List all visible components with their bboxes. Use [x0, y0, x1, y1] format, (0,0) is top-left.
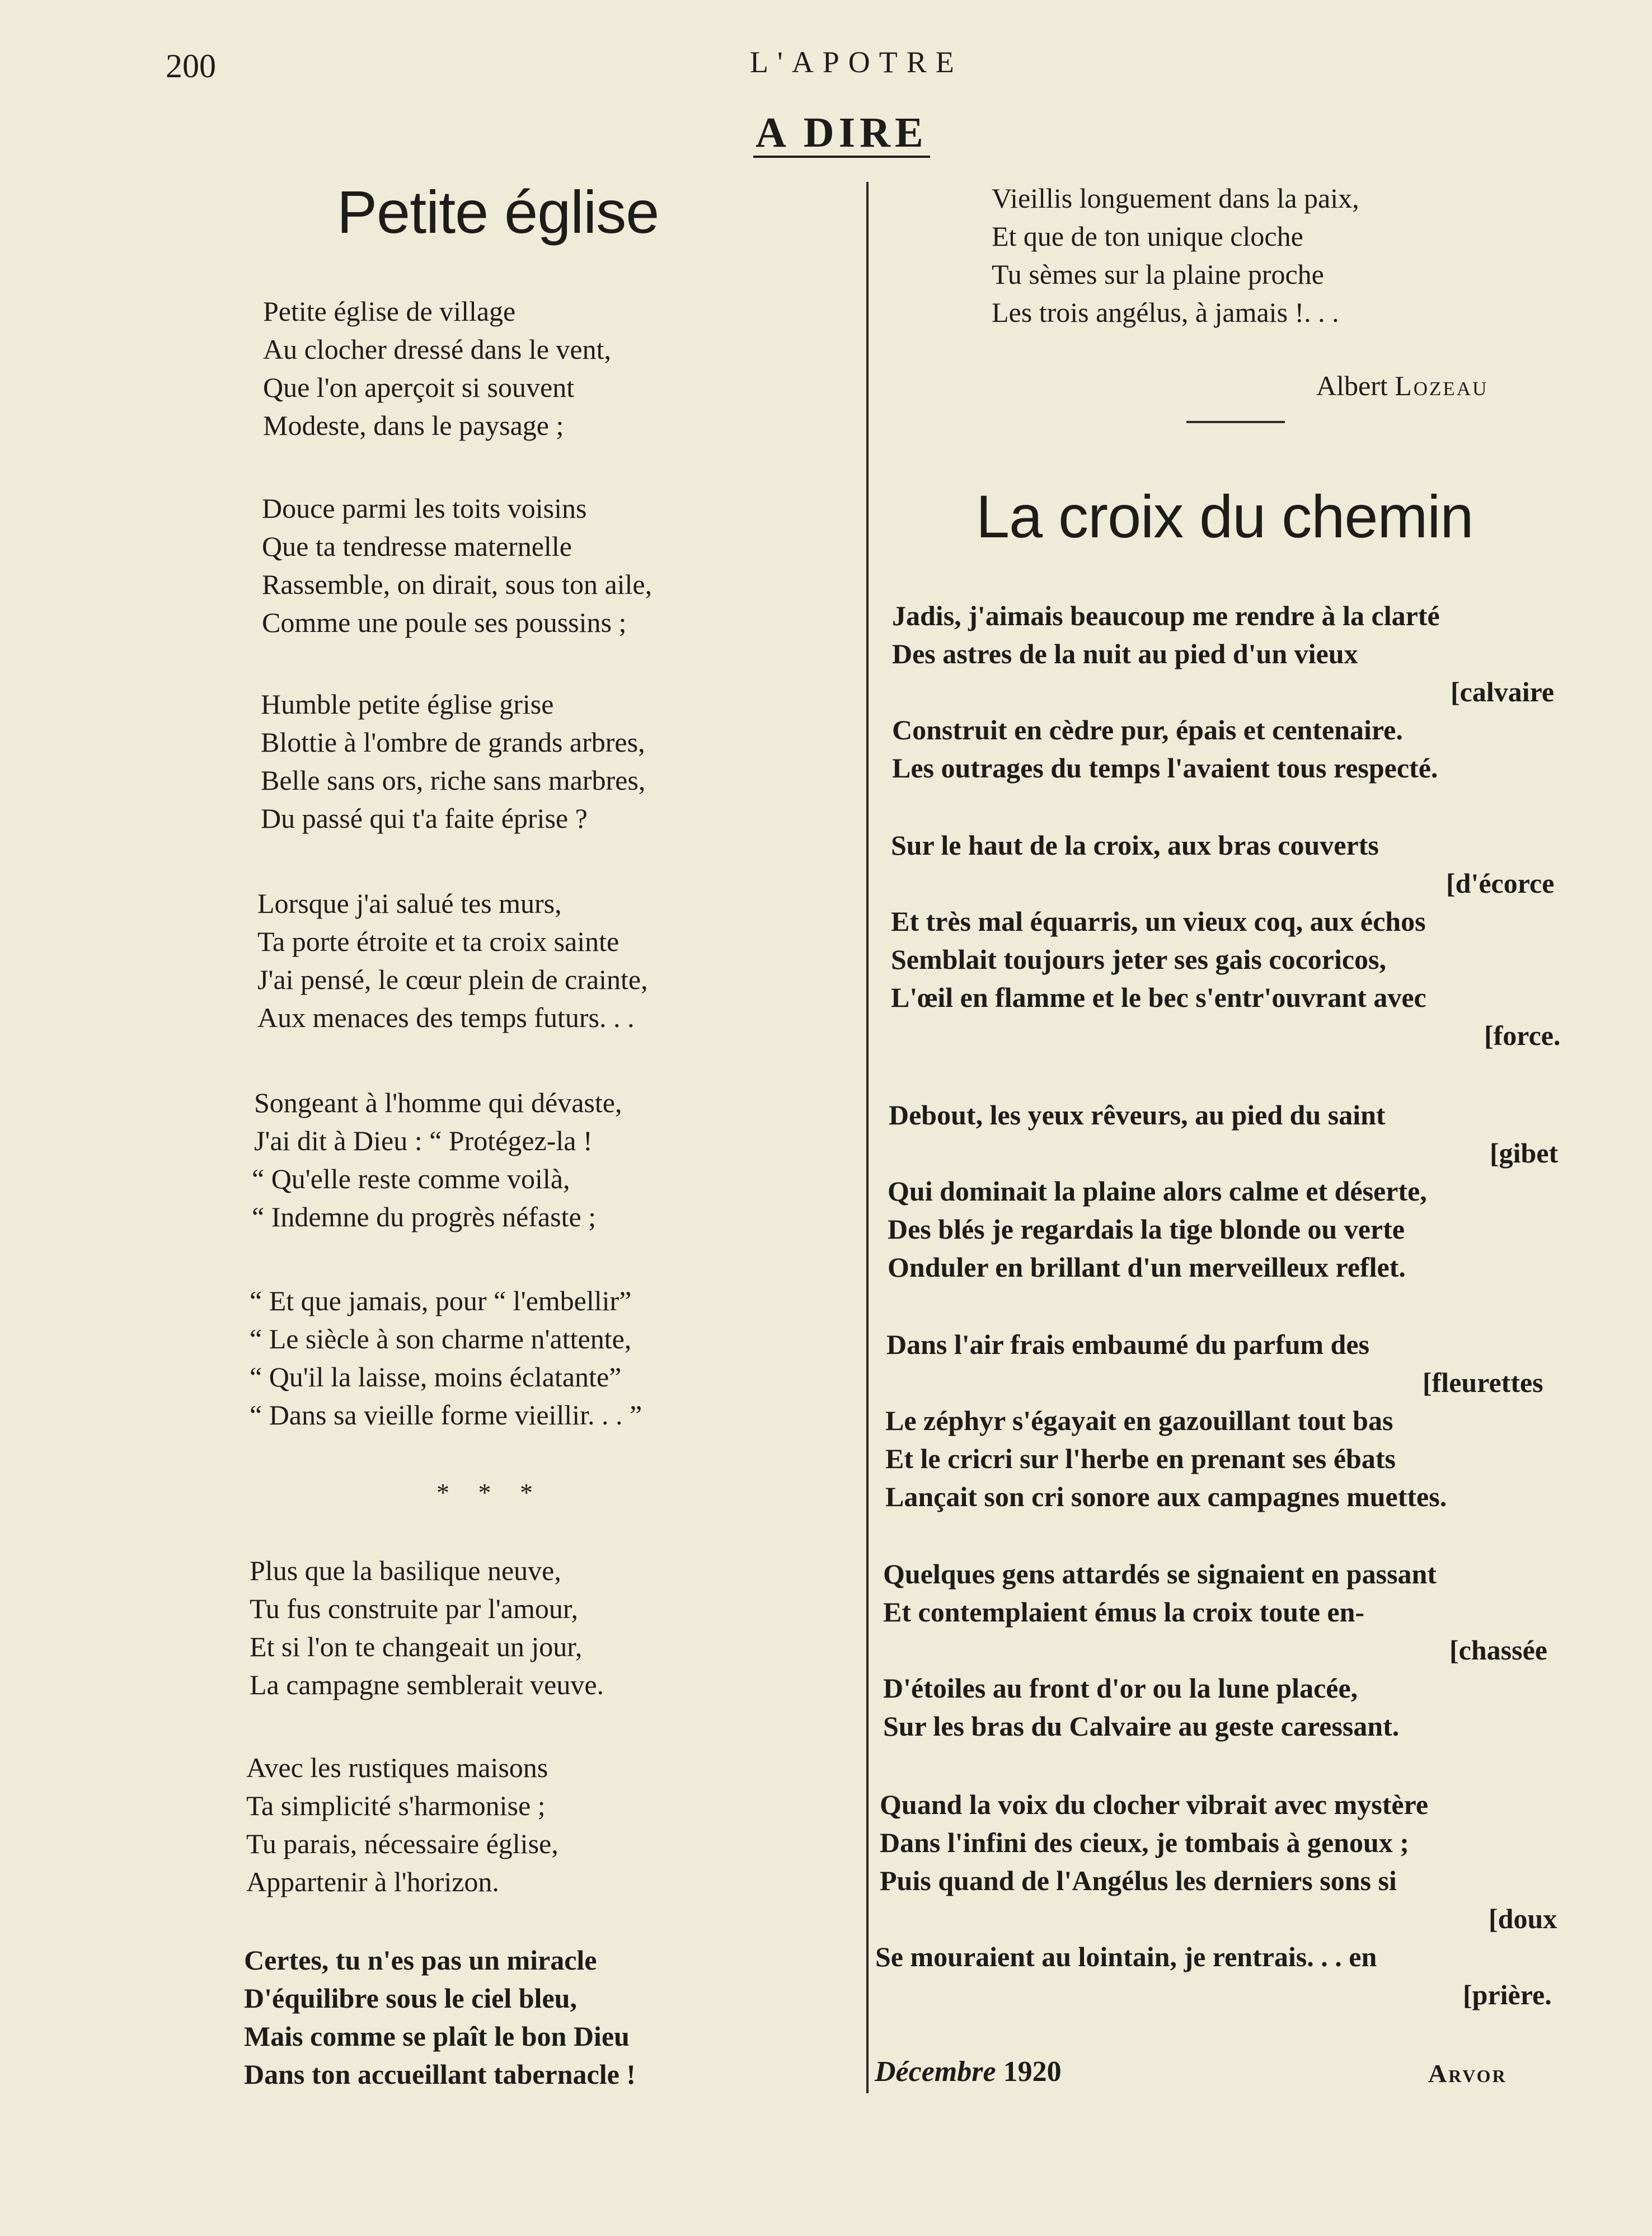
- poem-line: Jadis, j'aimais beaucoup me rendre à la clarté: [892, 600, 1440, 631]
- poem-line: Onduler en brillant d'un merveilleux reflet.: [888, 1251, 1406, 1283]
- poem-line: [force.: [1484, 1020, 1561, 1051]
- poem-line: La campagne semblerait veuve.: [250, 1669, 604, 1700]
- running-title: L'APOTRE: [750, 45, 963, 79]
- poem-line: Et contemplaient émus la croix toute en-: [883, 1596, 1365, 1628]
- poem-line: Que ta tendresse maternelle: [262, 531, 572, 562]
- column-divider: [866, 182, 869, 2093]
- separator-rule: [1186, 421, 1285, 423]
- poem-line: “ Qu'elle reste comme voilà,: [252, 1163, 570, 1194]
- poem-line: D'étoiles au front d'or ou la lune placée,: [883, 1672, 1358, 1704]
- poem-line: Songeant à l'homme qui dévaste,: [254, 1087, 622, 1118]
- poem-line: Quelques gens attardés se signaient en passant: [883, 1558, 1437, 1590]
- right-poem-title: La croix du chemin: [976, 482, 1473, 550]
- poem-line: Des blés je regardais la tige blonde ou verte: [888, 1213, 1405, 1245]
- poem-line: Blottie à l'ombre de grands arbres,: [261, 726, 645, 758]
- poem-line: [prière.: [1463, 1979, 1552, 2010]
- poem-line: Et très mal équarris, un vieux coq, aux échos: [891, 906, 1426, 937]
- poem-line: Humble petite église grise: [261, 688, 554, 720]
- poem-line: Tu fus construite par l'amour,: [250, 1593, 579, 1624]
- poem-line: Sur les bras du Calvaire au geste caressant.: [883, 1710, 1400, 1742]
- poem-line: Aux menaces des temps futurs. . .: [257, 1002, 635, 1033]
- poem-line: Qui dominait la plaine alors calme et déserte,: [888, 1175, 1427, 1207]
- poem-line: Semblait toujours jeter ses gais cocoricos,: [891, 944, 1387, 975]
- poem-line: Tu sèmes sur la plaine proche: [992, 259, 1324, 290]
- poem-line: Construit en cèdre pur, épais et centenaire.: [892, 714, 1403, 746]
- right-poem-author: Arvor: [1428, 2059, 1507, 2088]
- poem-line: Au clocher dressé dans le vent,: [263, 334, 611, 365]
- poem-line: Se mouraient au lointain, je rentrais. . . en: [875, 1941, 1377, 1972]
- poem-line: Les trois angélus, à jamais !. . .: [992, 297, 1339, 328]
- poem-line: “ Indemne du progrès néfaste ;: [252, 1201, 597, 1232]
- poem-line: Debout, les yeux rêveurs, au pied du saint: [889, 1099, 1386, 1131]
- poem-line: Modeste, dans le paysage ;: [263, 410, 564, 441]
- poem-line: [gibet: [1490, 1137, 1559, 1169]
- poem-line: [calvaire: [1451, 676, 1555, 707]
- poem-line: Dans ton accueillant tabernacle !: [244, 2059, 636, 2090]
- poem-line: Belle sans ors, riche sans marbres,: [261, 765, 646, 796]
- poem-line: Que l'on aperçoit si souvent: [263, 372, 575, 403]
- author-last-name: Lozeau: [1395, 370, 1489, 401]
- poem-line: Rassemble, on dirait, sous ton aile,: [262, 569, 653, 600]
- date-year: 1920: [1003, 2056, 1062, 2088]
- poem-line: J'ai pensé, le cœur plein de crainte,: [257, 964, 648, 995]
- poem-line: Ta porte étroite et ta croix sainte: [257, 926, 620, 957]
- poem-line: Lançait son cri sonore aux campagnes muettes.: [885, 1481, 1447, 1512]
- poem-line: Du passé qui t'a faite éprise ?: [261, 803, 588, 834]
- poem-line: “ Qu'il la laisse, moins éclatante”: [250, 1361, 622, 1393]
- poem-line: Tu parais, nécessaire église,: [246, 1828, 559, 1859]
- poem-line: Comme une poule ses poussins ;: [262, 607, 627, 638]
- poem-line: J'ai dit à Dieu : “ Protégez-la !: [254, 1125, 593, 1156]
- poem-line: Puis quand de l'Angélus les derniers sons si: [880, 1865, 1397, 1896]
- date-month: Décembre: [875, 2056, 996, 2088]
- poem-line: Des astres de la nuit au pied d'un vieux: [892, 638, 1358, 669]
- poem-line: Douce parmi les toits voisins: [262, 493, 587, 524]
- poem-line: Et si l'on te changeait un jour,: [250, 1631, 583, 1662]
- poem-line: Vieillis longuement dans la paix,: [992, 182, 1359, 214]
- poem-line: Et le cricri sur l'herbe en prenant ses ébats: [885, 1443, 1396, 1474]
- poem-line: [doux: [1489, 1903, 1557, 1934]
- right-poem-date: [875, 2055, 1062, 2088]
- poem-line: Lorsque j'ai salué tes murs,: [257, 888, 562, 919]
- poem-line: Sur le haut de la croix, aux bras couverts: [891, 829, 1379, 861]
- poem-line: Mais comme se plaît le bon Dieu: [244, 2021, 630, 2052]
- poem-line: Quand la voix du clocher vibrait avec mystère: [880, 1789, 1429, 1820]
- poem-line: Le zéphyr s'égayait en gazouillant tout bas: [885, 1405, 1393, 1436]
- left-poem-title: Petite église: [337, 178, 659, 246]
- stanza-break-asterism: * * *: [437, 1478, 544, 1507]
- poem-line: Dans l'infini des cieux, je tombais à genoux ;: [880, 1827, 1409, 1858]
- poem-line: “ Dans sa vieille forme vieillir. . . ”: [250, 1399, 642, 1431]
- poem-line: Avec les rustiques maisons: [246, 1752, 548, 1783]
- poem-line: [d'écorce: [1446, 868, 1555, 899]
- poem-line: Et que de ton unique cloche: [992, 221, 1303, 252]
- poem-line: Appartenir à l'horizon.: [246, 1866, 499, 1897]
- author-first-name: Albert: [1316, 370, 1388, 401]
- poem-line: “ Et que jamais, pour “ l'embellir”: [250, 1285, 632, 1316]
- poem-line: Petite église de village: [263, 296, 516, 327]
- poem-line: [fleurettes: [1423, 1367, 1543, 1398]
- poem-line: Dans l'air frais embaumé du parfum des: [886, 1329, 1370, 1360]
- left-poem-author: [1316, 369, 1488, 402]
- poem-line: Certes, tu n'es pas un miracle: [244, 1944, 597, 1976]
- poem-line: “ Le siècle à son charme n'attente,: [250, 1323, 632, 1354]
- page-number: 200: [166, 48, 216, 85]
- poem-line: [chassée: [1449, 1634, 1547, 1666]
- section-heading: A DIRE: [753, 110, 930, 158]
- poem-line: L'œil en flamme et le bec s'entr'ouvrant avec: [891, 982, 1426, 1013]
- poem-line: Ta simplicité s'harmonise ;: [246, 1790, 546, 1821]
- poem-line: D'équilibre sous le ciel bleu,: [244, 1982, 577, 2014]
- poem-line: Plus que la basilique neuve,: [250, 1555, 561, 1586]
- poem-line: Les outrages du temps l'avaient tous respecté.: [892, 752, 1438, 784]
